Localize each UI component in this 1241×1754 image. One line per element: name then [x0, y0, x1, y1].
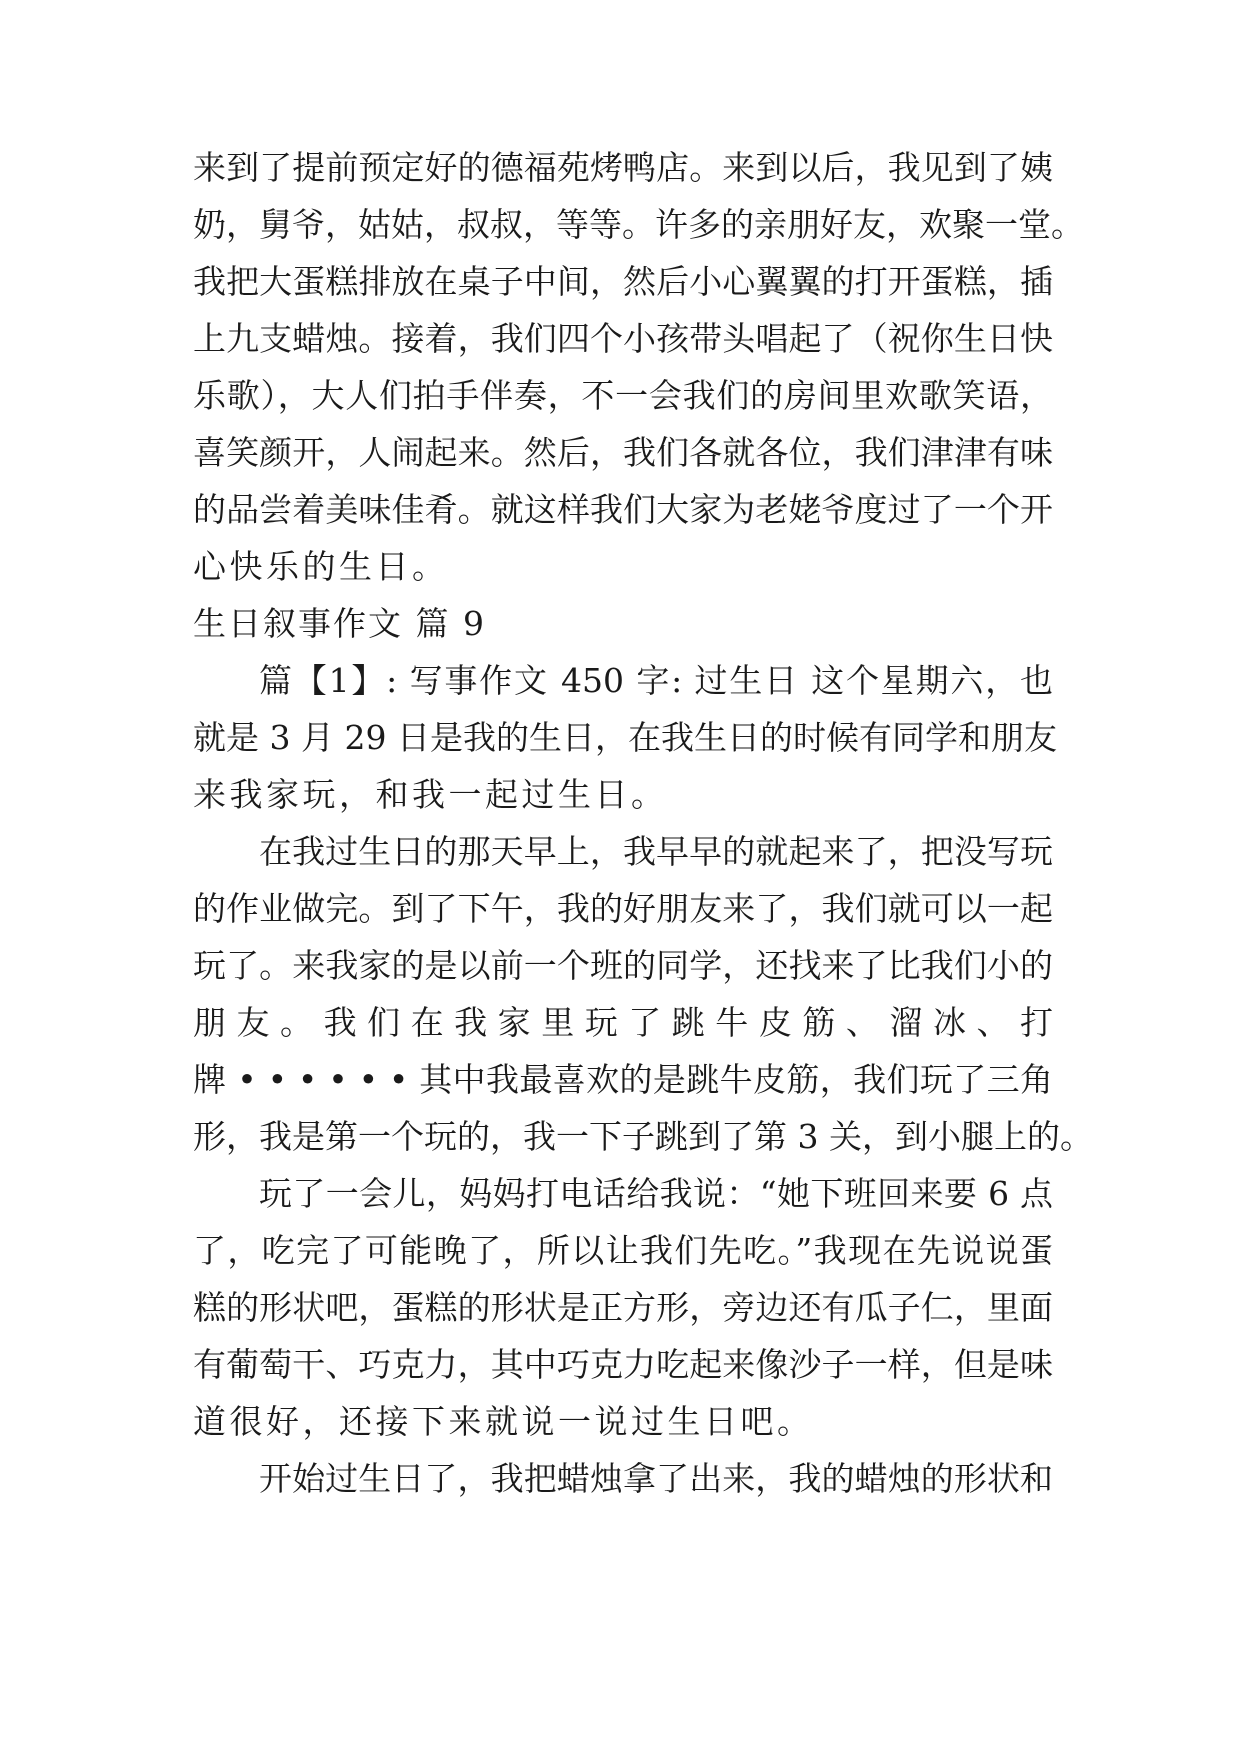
- paragraph-line: 道很好，还接下来就说一说过生日吧。: [193, 1402, 814, 1441]
- paragraph-line: 来我家玩，和我一起过生日。: [193, 775, 668, 814]
- paragraph-line: 了，吃完了可能晚了，所以让我们先吃。”我现在先说说蛋: [193, 1231, 1053, 1270]
- paragraph-line: 奶，舅爷，姑姑，叔叔，等等。许多的亲朋好友，欢聚一堂。: [193, 205, 1084, 244]
- paragraph-line: 上九支蜡烛。接着，我们四个小孩带头唱起了（祝你生日快: [193, 319, 1053, 358]
- paragraph-line: 的品尝着美味佳肴。就这样我们大家为老姥爷度过了一个开: [193, 490, 1053, 529]
- paragraph-line: 有葡萄干、巧克力，其中巧克力吃起来像沙子一样，但是味: [193, 1345, 1053, 1384]
- paragraph-line: 玩了。来我家的是以前一个班的同学，还找来了比我们小的: [193, 946, 1053, 985]
- paragraph-line: 糕的形状吧，蛋糕的形状是正方形，旁边还有瓜子仁，里面: [193, 1288, 1053, 1327]
- paragraph-line: 牌 • • • • • • 其中我最喜欢的是跳牛皮筋，我们玩了三角: [193, 1060, 1053, 1099]
- paragraph-line: 篇【1】: 写事作文 450 字: 过生日 这个星期六，也: [259, 661, 1053, 700]
- paragraph-line: 玩了一会儿，妈妈打电话给我说：“她下班回来要 6 点: [259, 1174, 1053, 1213]
- paragraph-line: 的作业做完。到了下午，我的好朋友来了，我们就可以一起: [193, 889, 1053, 928]
- paragraph-line: 喜笑颜开，人闹起来。然后，我们各就各位，我们津津有味: [193, 433, 1053, 472]
- paragraph-line: 就是 3 月 29 日是我的生日，在我生日的时候有同学和朋友: [193, 718, 1057, 757]
- paragraph-line: 在我过生日的那天早上，我早早的就起来了，把没写玩: [259, 832, 1053, 871]
- paragraph-line: 乐歌），大人们拍手伴奏，不一会我们的房间里欢歌笑语，: [193, 376, 1053, 415]
- section-heading: 生日叙事作文 篇 9: [193, 604, 486, 643]
- paragraph-line: 我把大蛋糕排放在桌子中间，然后小心翼翼的打开蛋糕，插: [193, 262, 1053, 301]
- paragraph-line: 来到了提前预定好的德福苑烤鸭店。来到以后，我见到了姨: [193, 148, 1053, 187]
- paragraph-line: 朋 友 。 我 们 在 我 家 里 玩 了 跳 牛 皮 筋 、 溜 冰 、 打: [193, 1003, 1053, 1042]
- paragraph-line: 开始过生日了，我把蜡烛拿了出来，我的蜡烛的形状和: [259, 1459, 1053, 1498]
- paragraph-line: 心快乐的生日。: [193, 547, 449, 586]
- paragraph-line: 形，我是第一个玩的，我一下子跳到了第 3 关，到小腿上的。: [193, 1117, 1093, 1156]
